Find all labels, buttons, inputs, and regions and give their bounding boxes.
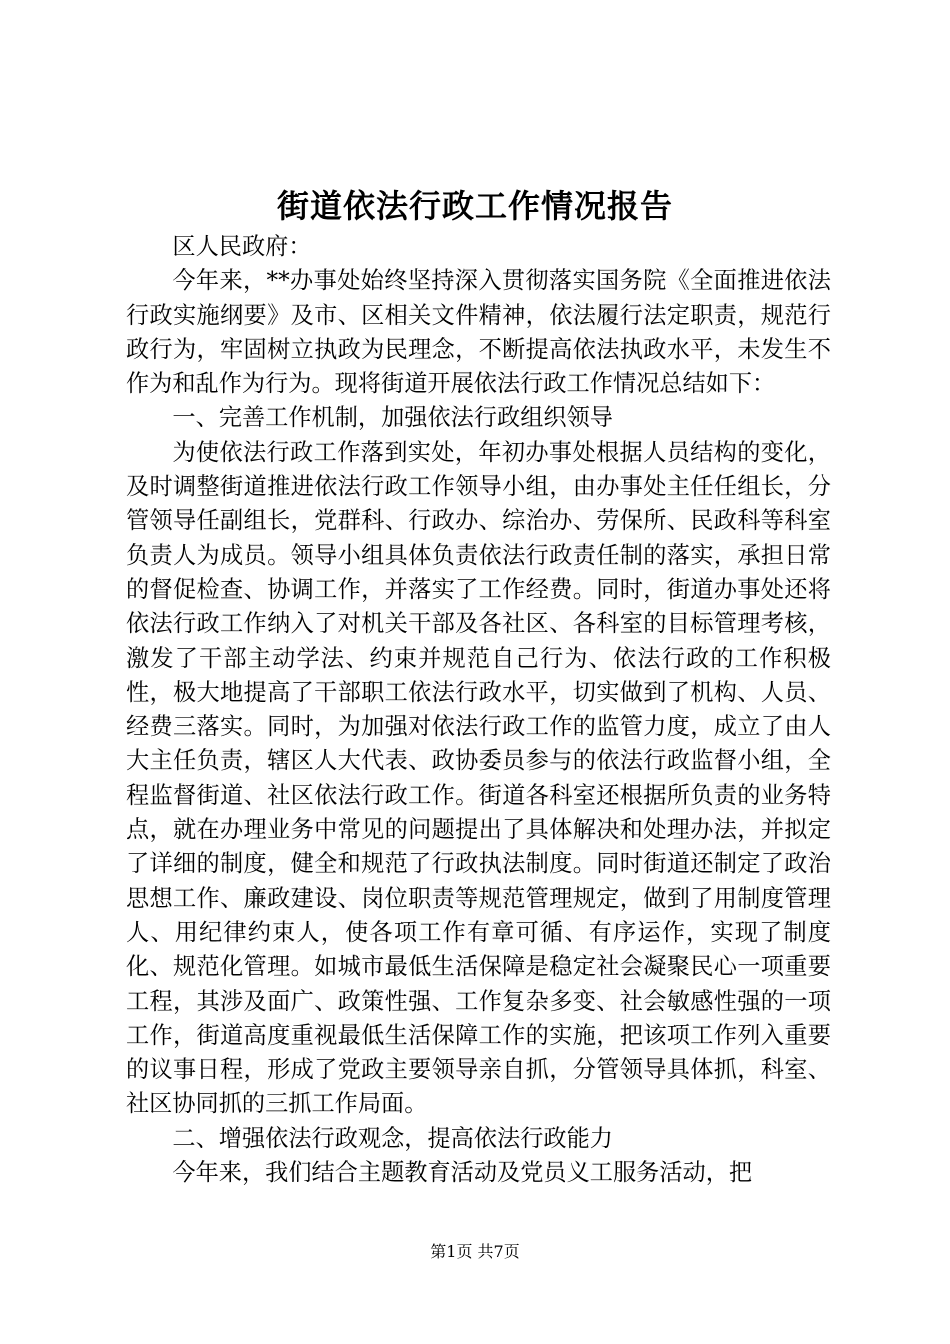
page-footer: 第1页 共7页 — [430, 1242, 520, 1261]
section-heading-2: 二、增强依法行政观念，提高依法行政能力 — [172, 1124, 613, 1152]
document-title: 街道依法行政工作情况报告 — [276, 187, 673, 225]
salutation: 区人民政府： — [172, 233, 312, 260]
intro-paragraph: 今年来，**办事处始终坚持深入贯彻落实国务院《全面推进依法行政实施纲要》及市、区相关文件精神，依法履行法定职责，规范行政行为，牢固树立执政为民理念，不断提高依法执政水平，未发生不作为和乱作为行为。现将街道开展依法行政工作情况总结如下： — [126, 267, 831, 398]
document-body — [126, 230, 831, 1190]
section-2-paragraph: 今年来，我们结合主题教育活动及党员义工服务活动，把 — [172, 1159, 753, 1187]
section-heading-1: 一、完善工作机制，加强依法行政组织领导 — [172, 404, 613, 432]
section-1-paragraph: 为使依法行政工作落到实处，年初办事处根据人员结构的变化，及时调整街道推进依法行政工作领导小组，由办事处主任任组长，分管领导任副组长，党群科、行政办、综治办、劳保所、民政科等科室负责人为成员。领导小组具体负责依法行政责任制的落实，承担日常的督促检查、协调工作，并落实了工作经费。同时，街道办事处还将依法行政工作纳入了对机关干部及各社区、各科室的目标管理考核，激发了干部主动学法、约束并规范自己行为、依法行政的工作积极性，极大地提高了干部职工依法行政水平，切实做到了机构、人员、经费三落实。同时，为加强对依法行政工作的监管力度，成立了由人大主任负责，辖区人大代表、政协委员参与的依法行政监督小组，全程监督街道、社区依法行政工作。街道各科室还根据所负责的业务特点，就在办理业务中常见的问题提出了具体解决和处理办法，并拟定了详细的制度，健全和规范了行政执法制度。同时街道还制定了政治思想工作、廉政建设、岗位职责等规范管理规定，做到了用制度管理人、用纪律约束人，使各项工作有章可循、有序运作，实现了制度化、规范化管理。如城市最低生活保障是稳定社会凝聚民心一项重要工程，其涉及面广、政策性强、工作复杂多变、社会敏感性强的一项工作，街道高度重视最低生活保障工作的实施，把该项工作列入重要的议事日程，形成了党政主要领导亲自抓，分管领导具体抓，科室、社区协同抓的三抓工作局面。 — [126, 438, 831, 1118]
